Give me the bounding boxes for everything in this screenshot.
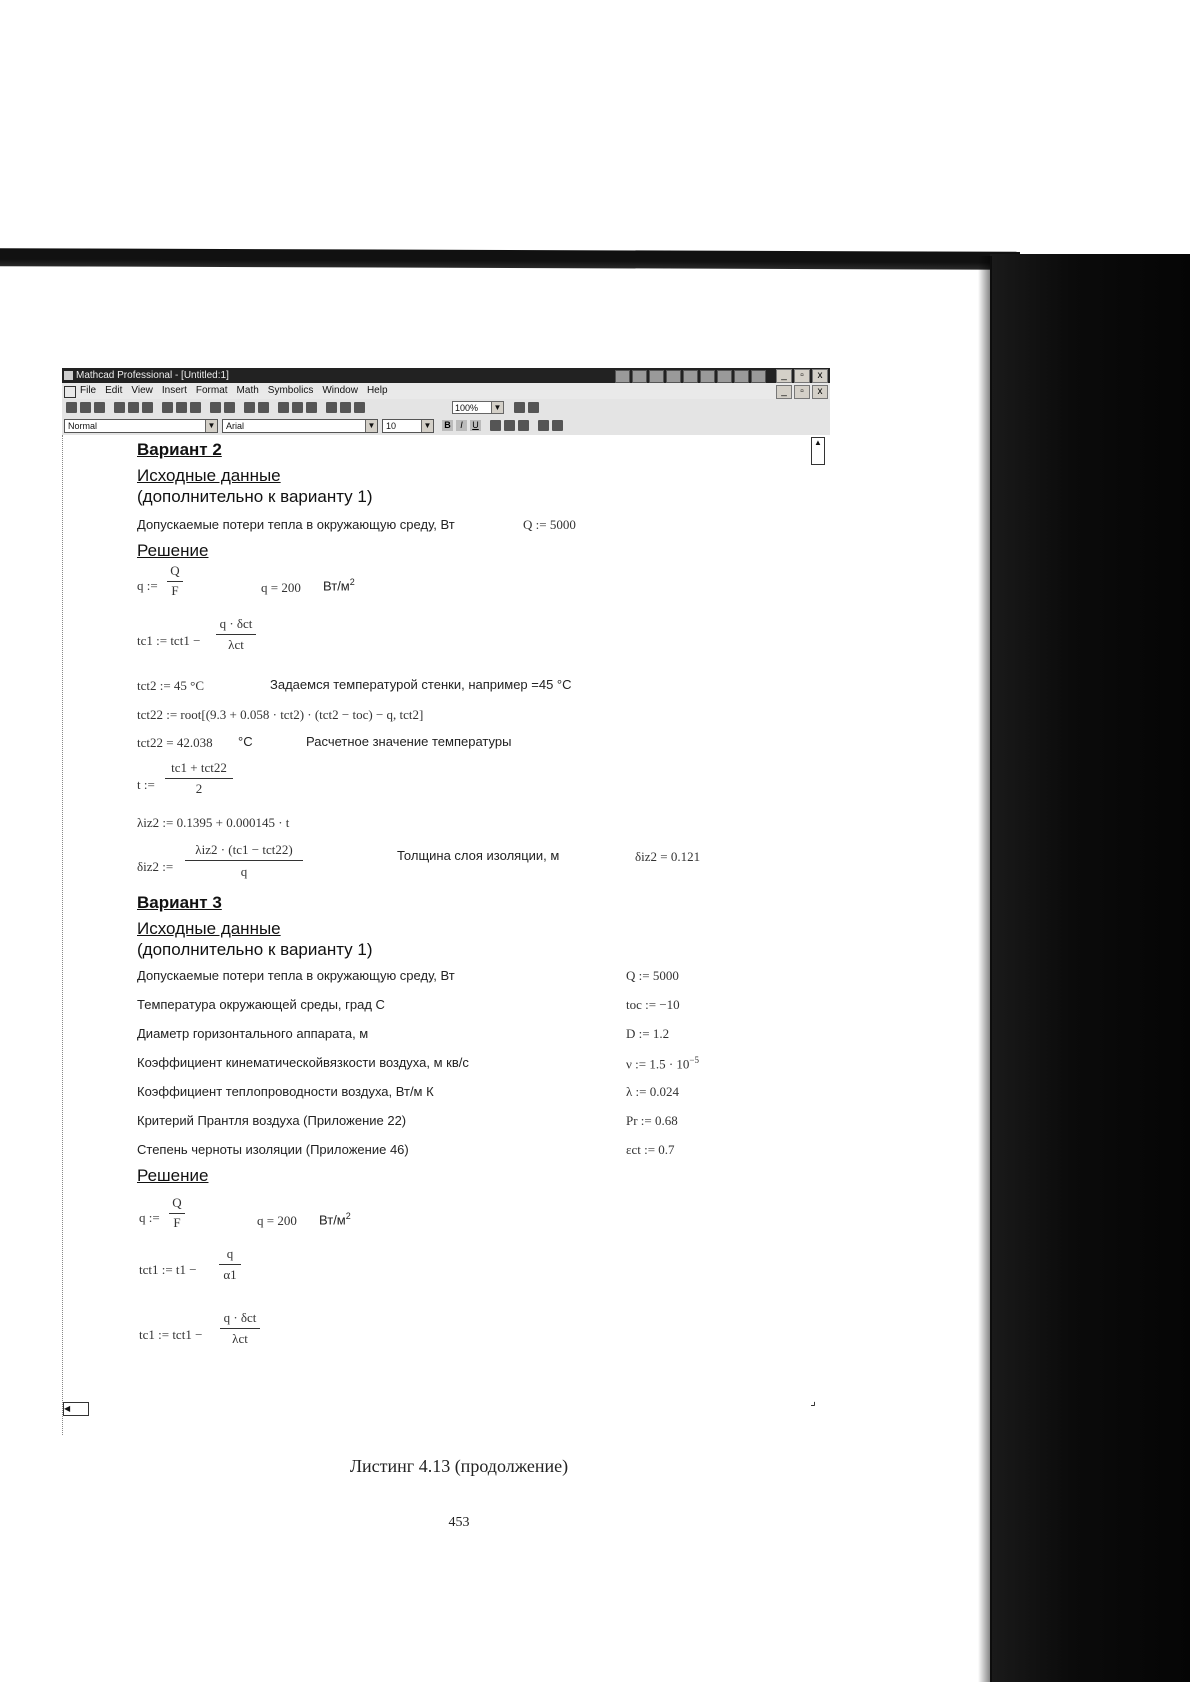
toolbar-icon[interactable]: [717, 370, 732, 383]
maximize-button[interactable]: ▫: [794, 369, 810, 383]
denominator: λct: [228, 637, 244, 652]
variant3-input-heading: [137, 919, 281, 939]
listing-caption: Листинг 4.13 (продолжение): [349, 1456, 569, 1476]
font-select[interactable]: [222, 419, 378, 433]
chevron-down-icon[interactable]: ▼: [365, 420, 377, 432]
align-right-icon[interactable]: [518, 420, 529, 431]
align-center-icon[interactable]: [504, 420, 515, 431]
chevron-down-icon[interactable]: ▼: [491, 402, 503, 413]
numerator: Q: [172, 1195, 182, 1210]
variant2-heading: Вариант 2: [137, 440, 222, 459]
save-icon[interactable]: [94, 402, 105, 413]
page-number: 453: [448, 1515, 470, 1530]
v3-param-value[interactable]: Pr := 0.68: [626, 1113, 678, 1128]
zoom-select[interactable]: [452, 401, 504, 414]
v3-param-label: Допускаемые потери тепла в окружающую среду, Вт: [137, 968, 455, 983]
align-down-icon[interactable]: [258, 402, 269, 413]
mathcad-window: [62, 368, 830, 1434]
window-title: Mathcad Professional - [Untitled:1]: [76, 370, 229, 381]
style-value: Normal: [68, 421, 98, 431]
denominator: F: [171, 583, 179, 598]
title-bar: [62, 368, 830, 383]
new-icon[interactable]: [66, 402, 77, 413]
unit-sup: 2: [345, 1211, 351, 1221]
variant2-loss-label: Допускаемые потери тепла в окружающую среду, Вт: [137, 517, 455, 532]
variant3-solution-heading: Решение: [137, 1166, 209, 1185]
font-size-select[interactable]: [382, 419, 434, 433]
denominator: F: [173, 1215, 181, 1230]
v2-tct2-def[interactable]: tct2 := 45 °C: [137, 678, 205, 693]
v3-tct1-lhs[interactable]: tct1 := t1 −: [139, 1262, 197, 1277]
scroll-left-icon[interactable]: ◀: [63, 1402, 89, 1416]
numerator: λiz2 · (tc1 − tct22): [195, 842, 293, 857]
formatting-toolbar: [62, 417, 830, 436]
v2-q-result[interactable]: q = 200: [261, 580, 301, 595]
menu-file[interactable]: File: [80, 385, 97, 396]
v3-tc1-lhs[interactable]: tc1 := tct1 −: [139, 1327, 203, 1342]
variant3-input-note: (дополнительно к варианту 1): [137, 940, 373, 959]
titlebar-toolbar-icons: [615, 370, 766, 381]
numerator: q · δct: [219, 616, 253, 631]
print-preview-icon[interactable]: [128, 402, 139, 413]
v3-param-label: Критерий Прантля воздуха (Приложение 22): [137, 1113, 407, 1128]
variant2-input-heading: [137, 466, 281, 486]
numerator: Q: [170, 563, 180, 578]
v3-q-lhs[interactable]: q :=: [139, 1210, 160, 1225]
zoom-value: 100%: [455, 403, 479, 413]
fraction-bar: [220, 1328, 260, 1329]
fraction-bar: [165, 778, 233, 779]
insert-unit-icon[interactable]: [292, 402, 303, 413]
minimize-button[interactable]: _: [776, 369, 792, 383]
menu-symbolics[interactable]: Symbolics: [267, 385, 314, 396]
v3-param-label: Коэффициент кинематическойвязкости воздуха, м кв/с: [137, 1055, 469, 1070]
menu-math[interactable]: Math: [236, 385, 259, 396]
v2-q-lhs[interactable]: q :=: [137, 578, 158, 593]
v2-delta-result[interactable]: δiz2 = 0.121: [635, 849, 701, 864]
scan-right-edge: [990, 254, 1190, 1682]
redo-icon[interactable]: [224, 402, 235, 413]
style-select[interactable]: [64, 419, 218, 433]
toolbar-icon[interactable]: [632, 370, 647, 383]
resource-center-icon[interactable]: [340, 402, 351, 413]
v3-param-value[interactable]: Q := 5000: [626, 968, 679, 983]
print-icon[interactable]: [114, 402, 125, 413]
cut-icon[interactable]: [162, 402, 173, 413]
document-window-controls: [776, 385, 828, 399]
denominator: λct: [232, 1331, 248, 1346]
numerator: tc1 + tct22: [171, 760, 227, 775]
v2-delta-label: Толщина слоя изоляции, м: [397, 848, 560, 863]
insert-hyperlink-icon[interactable]: [354, 402, 365, 413]
v2-tc1-lhs[interactable]: tc1 := tct1 −: [137, 633, 201, 648]
v2-t-lhs[interactable]: t :=: [137, 777, 155, 792]
scan-right-shade: [978, 256, 992, 1682]
bold-button[interactable]: B: [442, 420, 453, 431]
help-icon[interactable]: [528, 402, 539, 413]
unit-sup: 2: [349, 577, 355, 587]
italic-button[interactable]: I: [456, 420, 467, 431]
fraction-bar: [216, 634, 256, 635]
bullets-icon[interactable]: [538, 420, 549, 431]
v2-tct22-unit: °C: [238, 734, 253, 749]
v2-delta-lhs[interactable]: δiz2 :=: [137, 859, 174, 874]
v3-param-label: Температура окружающей среды, град С: [137, 997, 385, 1012]
v3-param-value[interactable]: λ := 0.024: [626, 1084, 679, 1099]
unit-text: Вт/м: [319, 1212, 346, 1228]
menu-help[interactable]: Help: [366, 385, 388, 396]
menu-view[interactable]: View: [131, 385, 153, 396]
fraction-bar: [167, 581, 183, 582]
spell-check-icon[interactable]: [142, 402, 153, 413]
insert-function-icon[interactable]: [278, 402, 289, 413]
calculate-icon[interactable]: [306, 402, 317, 413]
v2-tct22-note: Расчетное значение температуры: [306, 734, 512, 749]
toolbar-icon[interactable]: [683, 370, 698, 383]
toolbar-icon[interactable]: [649, 370, 664, 383]
insert-component-icon[interactable]: [326, 402, 337, 413]
fraction-bar: [185, 860, 303, 861]
toolbar-icon[interactable]: [751, 370, 766, 383]
v2-tct22-def[interactable]: tct22 := root[(9.3 + 0.058 · tct2) · (tct2 − toc) − q, tct2]: [137, 707, 424, 722]
denominator: α1: [223, 1267, 237, 1282]
v3-q-result[interactable]: q = 200: [257, 1213, 297, 1228]
underline-button[interactable]: U: [470, 420, 481, 431]
v3-param-label: Степень черноты изоляции (Приложение 46): [137, 1142, 409, 1157]
close-button[interactable]: x: [812, 369, 828, 383]
v2-lambda-def[interactable]: λiz2 := 0.1395 + 0.000145 · t: [137, 815, 290, 830]
toolbar-icon[interactable]: [734, 370, 749, 383]
align-left-icon[interactable]: [490, 420, 501, 431]
v2-tct2-note: Задаемся температурой стенки, например =45 °С: [270, 677, 572, 692]
toolbar-icon[interactable]: [666, 370, 681, 383]
scan-top-edge: [0, 248, 1020, 270]
numerator: q · δct: [223, 1310, 257, 1325]
font-size-value: 10: [386, 421, 397, 431]
value-text: ν := 1.5 · 10: [626, 1056, 690, 1072]
numerator: q: [226, 1246, 234, 1261]
toolbar-icon[interactable]: [700, 370, 715, 383]
variant2-solution-heading: Решение: [137, 541, 209, 560]
open-icon[interactable]: [80, 402, 91, 413]
toolbar-icon[interactable]: [615, 370, 630, 383]
fraction-bar: [219, 1264, 241, 1265]
doc-close-button[interactable]: x: [812, 385, 828, 399]
font-value: Arial: [226, 421, 245, 431]
document-icon[interactable]: [64, 386, 76, 398]
copy-icon[interactable]: [176, 402, 187, 413]
variant3-heading: Вариант 3: [137, 893, 222, 912]
doc-minimize-button[interactable]: _: [776, 385, 792, 399]
v3-param-value[interactable]: εct := 0.7: [626, 1142, 675, 1157]
v3-q-unit: [319, 1211, 351, 1227]
resources-icon[interactable]: [514, 402, 525, 413]
menu-items: [80, 383, 388, 399]
menu-bar: [62, 383, 830, 400]
window-controls: [776, 369, 828, 383]
unit-text: Вт/м: [323, 578, 350, 594]
variant2-loss-def[interactable]: Q := 5000: [523, 517, 576, 532]
menu-format[interactable]: Format: [195, 385, 228, 396]
mathcad-app-icon: [64, 371, 73, 380]
undo-icon[interactable]: [210, 402, 221, 413]
v3-param-label: Диаметр горизонтального аппарата, м: [137, 1026, 369, 1041]
v2-tct22-result[interactable]: tct22 = 42.038: [137, 735, 213, 750]
align-across-icon[interactable]: [244, 402, 255, 413]
numbering-icon[interactable]: [552, 420, 563, 431]
chevron-down-icon[interactable]: ▼: [421, 420, 433, 432]
menu-edit[interactable]: Edit: [105, 385, 123, 396]
input-heading-text: Исходные данные: [137, 919, 281, 938]
scroll-up-icon[interactable]: ▲: [811, 437, 825, 465]
doc-maximize-button[interactable]: ▫: [794, 385, 810, 399]
variant2-input-note: (дополнительно к варианту 1): [137, 487, 373, 506]
v3-param-label: Коэффициент теплопроводности воздуха, Вт/м К: [137, 1084, 434, 1099]
input-heading-text: Исходные данные: [137, 466, 281, 485]
resize-grip-icon[interactable]: ⌟: [810, 1394, 816, 1408]
chevron-down-icon[interactable]: ▼: [205, 420, 217, 432]
paste-icon[interactable]: [190, 402, 201, 413]
denominator: q: [240, 864, 248, 879]
menu-window[interactable]: Window: [322, 385, 358, 396]
standard-toolbar: [62, 399, 830, 418]
menu-insert[interactable]: Insert: [161, 385, 187, 396]
v3-param-value[interactable]: toc := −10: [626, 997, 680, 1012]
v3-param-value[interactable]: D := 1.2: [626, 1026, 670, 1041]
denominator: 2: [195, 781, 203, 796]
fraction-bar: [169, 1213, 185, 1214]
worksheet[interactable]: [62, 435, 831, 1435]
value-exponent: −5: [689, 1055, 699, 1065]
v2-q-unit: [323, 577, 355, 593]
v3-param-value[interactable]: [626, 1055, 699, 1072]
